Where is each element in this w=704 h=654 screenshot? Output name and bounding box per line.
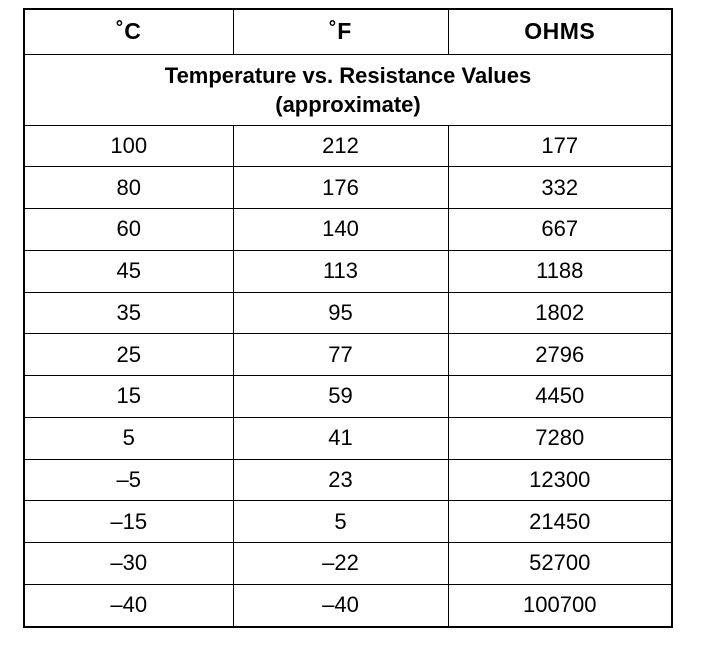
table-row bbox=[25, 376, 671, 418]
cell-ohms: 332 bbox=[448, 167, 671, 209]
table-row bbox=[25, 125, 671, 167]
cell-celsius: 100 bbox=[25, 125, 233, 167]
cell-ohms: 177 bbox=[448, 125, 671, 167]
table-row bbox=[25, 459, 671, 501]
cell-celsius: –40 bbox=[25, 584, 233, 626]
header-ohms: OHMS bbox=[448, 10, 671, 54]
table-row bbox=[25, 584, 671, 626]
cell-ohms: 7280 bbox=[448, 417, 671, 459]
resistance-table-frame bbox=[23, 8, 673, 628]
header-celsius: ˚C bbox=[25, 10, 233, 54]
cell-ohms: 52700 bbox=[448, 543, 671, 585]
cell-celsius: 35 bbox=[25, 292, 233, 334]
cell-ohms: 1188 bbox=[448, 250, 671, 292]
cell-celsius: 80 bbox=[25, 167, 233, 209]
cell-ohms: 4450 bbox=[448, 376, 671, 418]
temperature-resistance-table bbox=[25, 10, 671, 626]
cell-celsius: 60 bbox=[25, 209, 233, 251]
table-row bbox=[25, 501, 671, 543]
cell-fahrenheit: 95 bbox=[233, 292, 448, 334]
cell-ohms: 667 bbox=[448, 209, 671, 251]
cell-ohms: 21450 bbox=[448, 501, 671, 543]
cell-celsius: 5 bbox=[25, 417, 233, 459]
table-subtitle: (approximate) bbox=[275, 91, 421, 117]
cell-celsius: –5 bbox=[25, 459, 233, 501]
cell-fahrenheit: 41 bbox=[233, 417, 448, 459]
table-row bbox=[25, 209, 671, 251]
table-row bbox=[25, 543, 671, 585]
table-row bbox=[25, 334, 671, 376]
table-row bbox=[25, 250, 671, 292]
table-row bbox=[25, 292, 671, 334]
cell-celsius: –15 bbox=[25, 501, 233, 543]
cell-celsius: 25 bbox=[25, 334, 233, 376]
cell-fahrenheit: 77 bbox=[233, 334, 448, 376]
cell-celsius: –30 bbox=[25, 543, 233, 585]
table-row bbox=[25, 167, 671, 209]
cell-ohms: 2796 bbox=[448, 334, 671, 376]
cell-fahrenheit: 212 bbox=[233, 125, 448, 167]
cell-celsius: 45 bbox=[25, 250, 233, 292]
header-fahrenheit: ˚F bbox=[233, 10, 448, 54]
table-title: Temperature vs. Resistance Values bbox=[164, 62, 532, 88]
cell-ohms: 100700 bbox=[448, 584, 671, 626]
table-title-row bbox=[25, 54, 671, 125]
cell-fahrenheit: 23 bbox=[233, 459, 448, 501]
cell-fahrenheit: 5 bbox=[233, 501, 448, 543]
cell-fahrenheit: –22 bbox=[233, 543, 448, 585]
cell-ohms: 12300 bbox=[448, 459, 671, 501]
table-title-cell bbox=[25, 54, 671, 125]
cell-fahrenheit: 59 bbox=[233, 376, 448, 418]
cell-fahrenheit: 140 bbox=[233, 209, 448, 251]
header-row bbox=[25, 10, 671, 54]
cell-fahrenheit: 176 bbox=[233, 167, 448, 209]
cell-fahrenheit: –40 bbox=[233, 584, 448, 626]
cell-fahrenheit: 113 bbox=[233, 250, 448, 292]
cell-celsius: 15 bbox=[25, 376, 233, 418]
table-row bbox=[25, 417, 671, 459]
cell-ohms: 1802 bbox=[448, 292, 671, 334]
